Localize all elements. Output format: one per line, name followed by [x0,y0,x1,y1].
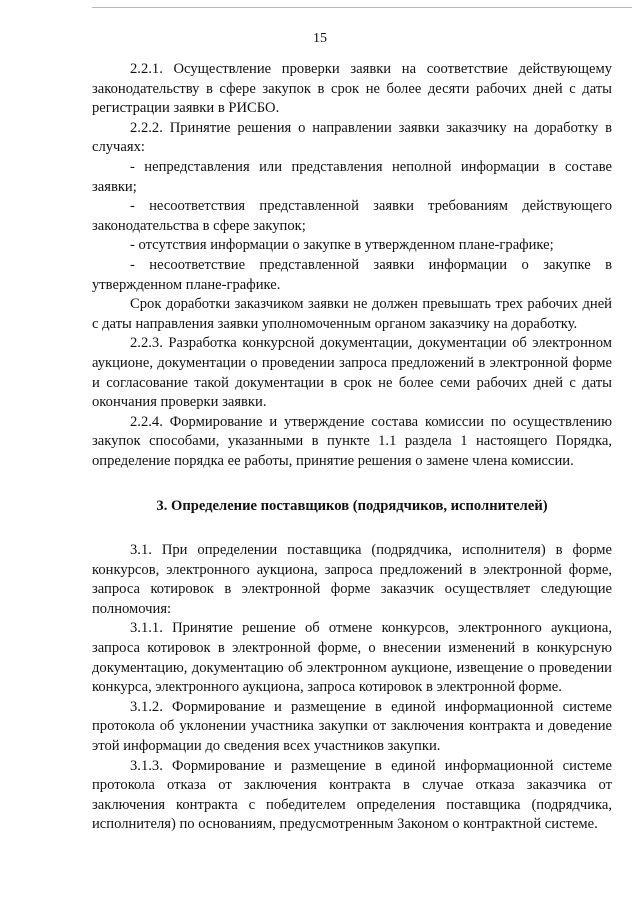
paragraph-2-2-4: 2.2.4. Формирование и утверждение состава комиссии по осуществлению закупок способами, указанными в пункте 1.1 раздела 1 настоящего Порядка, определение порядка ее работы, принятие решения о замене члена комиссии. [92,413,612,469]
paragraph-3-1-2: 3.1.2. Формирование и размещение в единой информационной системе протокола об уклонении участника закупки от заключения контракта и доведение этой информации до сведения всех участников закупки. [92,698,612,754]
top-scan-line [92,7,632,8]
list-item-case-2: - несоответствия представленной заявки требованиям действующего законодательства в сфере закупок; [92,198,612,234]
paragraph-2-2-1: 2.2.1. Осуществление проверки заявки на соответствие действующему законодательству в сфере закупок в срок не более десяти рабочих дней с даты регистрации заявки в РИСБО. [92,61,612,117]
paragraph-2-2-3: 2.2.3. Разработка конкурсной документации, документации об электронном аукционе, документации о проведении запроса предложений в электронной форме и согласование такой документации в срок не более семи рабочих дней с даты окончания проверки заявки. [92,335,612,411]
list-item-case-1: - непредставления или представления неполной информации в составе заявки; [92,158,612,195]
list-item-case-3: - отсутствия информации о закупке в утвержденном плане-графике; [130,237,554,254]
paragraph-3-1-3: 3.1.3. Формирование и размещение в единой информационной системе протокола отказа от заключения контракта в случае отказа заказчика от заключения контракта с победителем определения поставщика (подрядчика, исполнителя) по основаниям, предусмотренным Законом о контрактной системе. [92,757,612,833]
list-item-case-4: - несоответствие представленной заявки информации о закупке в утвержденном плане-графике. [92,256,612,293]
paragraph-2-2-2: 2.2.2. Принятие решения о направлении заявки заказчику на доработку в случаях: [92,119,612,156]
paragraph-revision-term: Срок доработки заказчиком заявки не должен превышать трех рабочих дней с даты направления заявки уполномоченным органом заказчику на доработку. [92,296,612,332]
page-number: 15 [313,31,327,46]
paragraph-3-1: 3.1. При определении поставщика (подрядчика, исполнителя) в форме конкурсов, электронного аукциона, запроса предложений в электронной форме, запроса котировок в электронной форме заказчик осуществляет следующие полномочия: [92,542,612,617]
paragraph-3-1-1: 3.1.1. Принятие решение об отмене конкурсов, электронного аукциона, запроса котировок в электронной форме, о внесении изменений в конкурсную документацию, документацию об электронном аукционе, извещение о проведении конкурса, электронного аукциона, запроса котировок в электронной форме. [92,620,612,696]
document-body [92,60,612,835]
section-3-heading: 3. Определение поставщиков (подрядчиков, исполнителей) [156,498,548,515]
